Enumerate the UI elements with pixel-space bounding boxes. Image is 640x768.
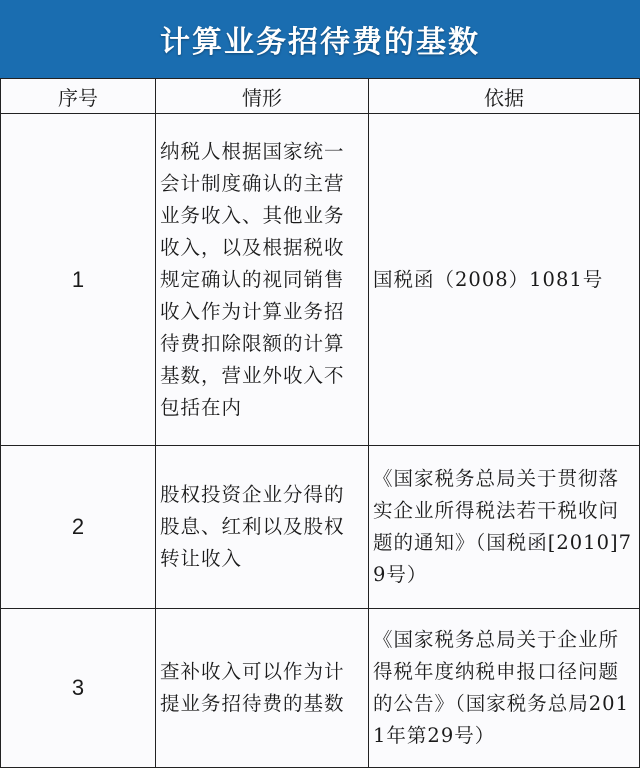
header-situation: 情形 — [156, 79, 369, 114]
row-basis: 《国家税务总局关于企业所得税年度纳税申报口径问题的公告》（国家税务总局2011年第29号） — [369, 609, 640, 768]
row-situation: 股权投资企业分得的股息、红利以及股权转让收入 — [156, 446, 369, 609]
header-basis: 依据 — [369, 79, 640, 114]
row-index: 2 — [1, 446, 156, 609]
row-index: 1 — [1, 114, 156, 446]
row-situation: 纳税人根据国家统一会计制度确认的主营业务收入、其他业务收入，以及根据税收规定确认的视同销售收入作为计算业务招待费扣除限额的计算基数，营业外收入不包括在内 — [156, 114, 369, 446]
table-header-row — [1, 79, 640, 114]
row-index: 3 — [1, 609, 156, 768]
table-row — [1, 446, 640, 609]
table-row — [1, 609, 640, 768]
table-row — [1, 114, 640, 446]
row-situation: 查补收入可以作为计提业务招待费的基数 — [156, 609, 369, 768]
row-basis: 《国家税务总局关于贯彻落实企业所得税法若干税收问题的通知》（国税函[2010]79号） — [369, 446, 640, 609]
page-title: 计算业务招待费的基数 — [160, 25, 480, 60]
header-index: 序号 — [1, 79, 156, 114]
title-banner — [0, 0, 640, 78]
row-basis: 国税函（2008）1081号 — [369, 114, 640, 446]
basis-table — [0, 78, 640, 768]
